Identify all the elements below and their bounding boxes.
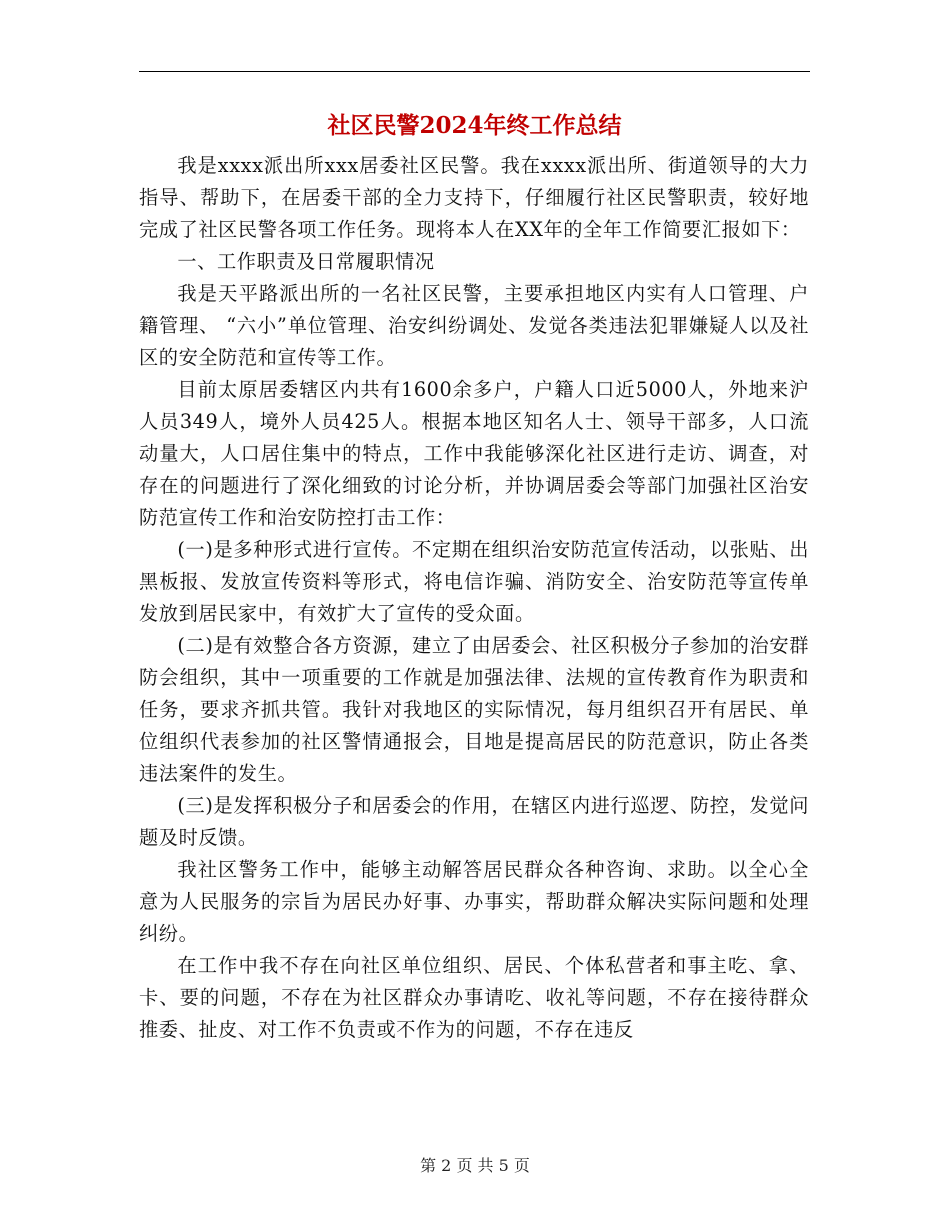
paragraph-item-1: (一)是多种形式进行宣传。不定期在组织治安防范宣传活动，以张贴、出黑板报、发放宣传资料等形式，将电信诈骗、消防安全、治安防范等宣传单发放到居民家中，有效扩大了宣传的受众面。 [139, 538, 809, 625]
document-body [139, 150, 809, 1046]
section-heading-1: 一、工作职责及日常履职情况 [177, 250, 435, 273]
footer-total-pages: 5 [498, 1156, 509, 1175]
paragraph-item-2: (二)是有效整合各方资源，建立了由居委会、社区积极分子参加的治安群防会组织，其中一项重要的工作就是加强法律、法规的宣传教育作为职责和任务，要求齐抓共管。我针对我地区的实际情况，每月组织召开有居民、单位组织代表参加的社区警情通报会，目地是提高居民的防范意识，防止各类违法案件的发生。 [139, 634, 809, 785]
header-rule [139, 71, 810, 72]
footer-suffix: 页 [513, 1156, 530, 1175]
footer-prefix: 第 [420, 1156, 437, 1175]
page-footer [0, 1153, 950, 1176]
paragraph-integrity: 在工作中我不存在向社区单位组织、居民、个体私营者和事主吃、拿、卡、要的问题，不存在为社区群众办事请吃、收礼等问题，不存在接待群众推委、扯皮、对工作不负责或不作为的问题，不存在违反 [139, 954, 809, 1041]
paragraph-duties: 我是天平路派出所的一名社区民警，主要承担地区内实有人口管理、户籍管理、 “六小”单位管理、治安纠纷调处、发觉各类违法犯罪嫌疑人以及社区的安全防范和宣传等工作。 [139, 282, 809, 369]
paragraph-item-3: (三)是发挥积极分子和居委会的作用，在辖区内进行巡逻、防控，发觉问题及时反馈。 [139, 794, 809, 849]
paragraph-service: 我社区警务工作中，能够主动解答居民群众各种咨询、求助。以全心全意为人民服务的宗旨为居民办好事、办事实，帮助群众解决实际问题和处理纠纷。 [139, 858, 809, 945]
footer-current-page: 2 [441, 1156, 452, 1175]
document-title: 社区民警2024年终工作总结 [327, 112, 622, 139]
paragraph-population: 目前太原居委辖区内共有1600余多户，户籍人口近5000人，外地来沪人员349人，境外人员425人。根据本地区知名人士、领导干部多，人口流动量大，人口居住集中的特点，工作中我能够深化社区进行走访、调查，对存在的问题进行了深化细致的讨论分析，并协调居委会等部门加强社区治安防范宣传工作和治安防控打击工作： [139, 378, 809, 529]
footer-middle: 页 共 [456, 1156, 494, 1175]
paragraph-intro: 我是xxxx派出所xxx居委社区民警。我在xxxx派出所、街道领导的大力指导、帮助下，在居委干部的全力支持下，仔细履行社区民警职责，较好地完成了社区民警各项工作任务。现将本人在XX年的全年工作简要汇报如下： [139, 154, 809, 241]
